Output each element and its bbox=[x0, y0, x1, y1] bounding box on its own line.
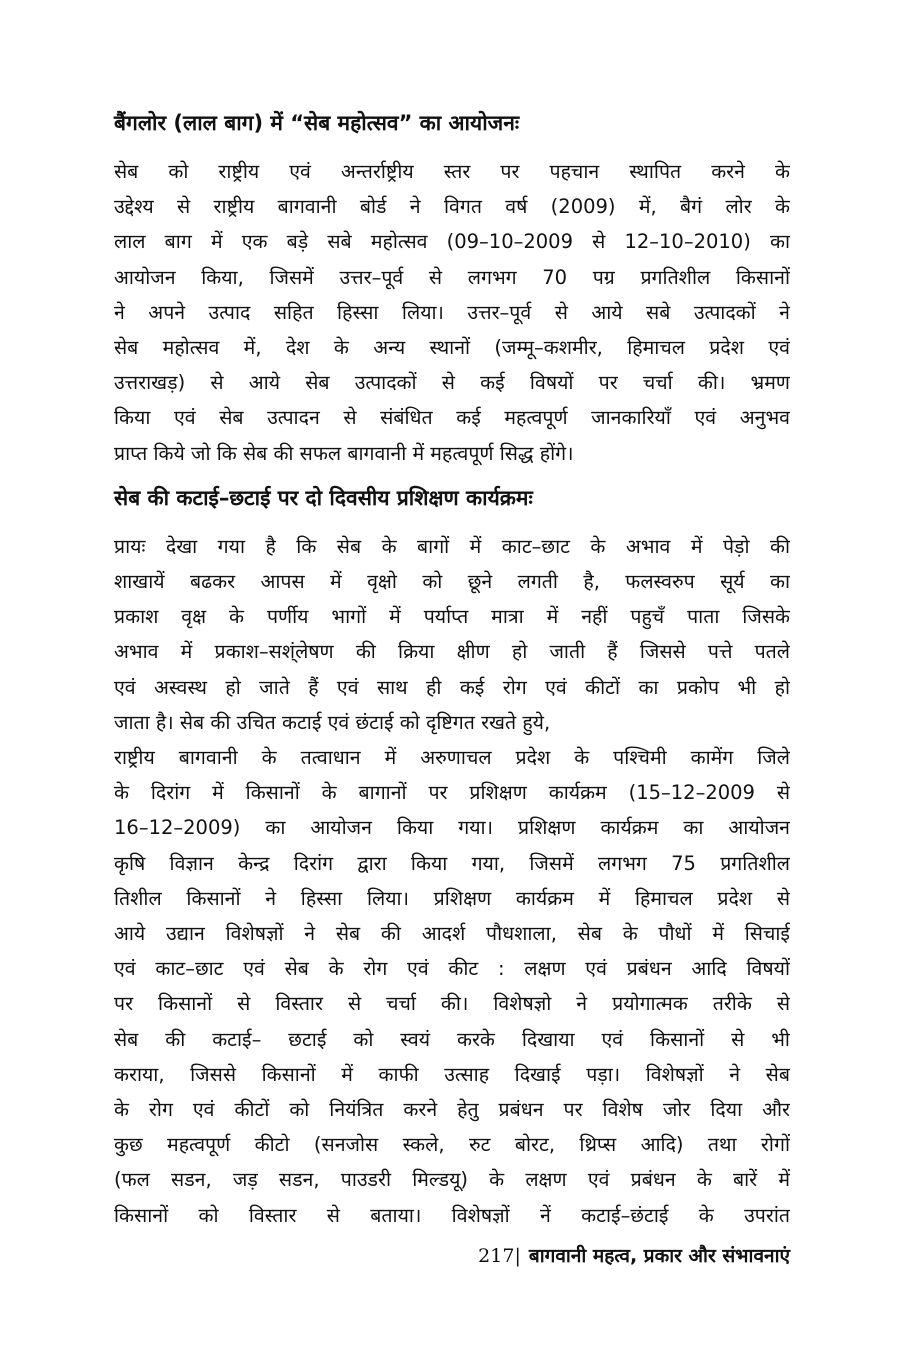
paragraph-line: एवं काट–छाट एवं सेब के रोग एवं कीट : लक्षण एवं प्रबंधन आदि विषयों bbox=[114, 957, 790, 981]
paragraph-line: कराया, जिससे किसानों में काफी उत्साह दिखाई पड़ा। विशेषज्ञों ने सेब bbox=[114, 1062, 790, 1086]
paragraph-line: पर किसानों से विस्तार से चर्चा की। विशेषज्ञो ने प्रयोगात्मक तरीके से bbox=[114, 992, 790, 1016]
paragraph-line: (फल सडन, जड़ सडन, पाउडरी मिल्डयू) के लक्षण एवं प्रबंधन के बारें में bbox=[114, 1168, 790, 1192]
paragraph-line: राष्ट्रीय बागवानी के तत्वाधान में अरुणाचल प्रदेश के पश्चिमी कामेंग जिले bbox=[114, 746, 790, 770]
paragraph-line: 16–12–2009) का आयोजन किया गया। प्रशिक्षण कार्यक्रम का आयोजन bbox=[114, 816, 790, 840]
paragraph-line: ने अपने उत्पाद सहित हिस्सा लिया। उत्तर–पूर्व से आये सबे उत्पादकों ने bbox=[114, 300, 790, 324]
paragraph-line: आये उद्यान विशेषज्ञों ने सेब की आदर्श पौधशाला, सेब के पौधों में सिचाई bbox=[114, 922, 790, 946]
paragraph-pruning-training bbox=[114, 529, 790, 1233]
paragraph-line: प्राप्त किये जो कि सेब की सफल बागवानी में महत्वपूर्ण सिद्ध होंगे। bbox=[114, 441, 574, 465]
paragraph-line: सेब की कटाई– छटाई को स्वयं करके दिखाया एवं किसानों से भी bbox=[114, 1027, 790, 1051]
document-page bbox=[114, 106, 790, 1243]
page-number: 217 bbox=[478, 1245, 515, 1267]
section-heading-pruning-training: सेब की कटाई–छटाई पर दो दिवसीय प्रशिक्षण कार्यक्रमः bbox=[114, 485, 533, 510]
footer-separator: | bbox=[514, 1245, 521, 1267]
paragraph-line: कुछ महत्वपूर्ण कीटो (सनजोस स्कले, रुट बोरट, थ्रिप्स आदि) तथा रोगों bbox=[114, 1133, 790, 1157]
paragraph-line: किया एवं सेब उत्पादन से संबंधित कई महत्वपूर्ण जानकारियाँ एवं अनुभव bbox=[114, 406, 790, 430]
paragraph-line: तिशील किसानों ने हिस्सा लिया। प्रशिक्षण कार्यक्रम में हिमाचल प्रदेश से bbox=[114, 886, 790, 910]
paragraph-line: जाता है। सेब की उचित कटाई एवं छंटाई को दृष्टिगत रखते हुये, bbox=[114, 710, 551, 734]
paragraph-line: प्रकाश वृक्ष के पर्णीय भागों में पर्याप्त मात्रा में नहीं पहुचँ पाता जिसके bbox=[114, 605, 790, 629]
paragraph-line: लाल बाग में एक बड़े सबे महोत्सव (09–10–2009 से 12–10–2010) का bbox=[114, 230, 790, 254]
paragraph-line: कृषि विज्ञान केन्द्र दिरांग द्वारा किया गया, जिसमें लगभग 75 प्रगतिशील bbox=[114, 851, 790, 875]
paragraph-line: सेब महोत्सव में, देश के अन्य स्थानों (जम्मू–कशमीर, हिमाचल प्रदेश एवं bbox=[114, 336, 790, 360]
paragraph-line: के रोग एवं कीटों को नियंत्रित करने हेतु प्रबंधन पर विशेष जोर दिया और bbox=[114, 1098, 790, 1122]
paragraph-line: अभाव में प्रकाश–सश्ंलेषण की क्रिया क्षीण हो जाती हैं जिससे पत्ते पतले bbox=[114, 640, 790, 664]
paragraph-line: उत्तराखड़) से आये सेब उत्पादकों से कई विषयों पर चर्चा की। भ्रमण bbox=[114, 371, 790, 395]
paragraph-line: आयोजन किया, जिसमें उत्तर–पूर्व से लगभग 70 पग्र प्रगतिशील किसानों bbox=[114, 265, 790, 289]
paragraph-line: शाखायें बढकर आपस में वृक्षो को छूने लगती है, फलस्वरुप सूर्य का bbox=[114, 570, 790, 594]
paragraph-line: के दिरांग में किसानों के बागानों पर प्रशिक्षण कार्यक्रम (15–12–2009 से bbox=[114, 781, 790, 805]
paragraph-apple-festival bbox=[114, 154, 790, 471]
page-footer bbox=[478, 1242, 790, 1268]
section-heading-apple-festival: बैंगलोर (लाल बाग) में “सेब महोत्सव” का आयोजनः bbox=[114, 111, 520, 135]
paragraph-line: सेब को राष्ट्रीय एवं अन्तर्राष्ट्रीय स्तर पर पहचान स्थापित करने के bbox=[114, 160, 790, 183]
paragraph-line: किसानों को विस्तार से बताया। विशेषज्ञों नें कटाई–छंटाई के उपरांत bbox=[114, 1203, 790, 1227]
paragraph-line: एवं अस्वस्थ हो जाते हैं एवं साथ ही कई रोग एवं कीटों का प्रकोप भी हो bbox=[114, 675, 790, 699]
paragraph-line: उद्देश्य से राष्ट्रीय बागवानी बोर्ड ने विगत वर्ष (2009) में, बैगं लोर के bbox=[114, 195, 790, 219]
paragraph-line: प्रायः देखा गया है कि सेब के बागों में काट–छाट के अभाव में पेड़ो की bbox=[114, 534, 790, 558]
book-title: बागवानी महत्व, प्रकार और संभावनाएं bbox=[528, 1245, 790, 1267]
